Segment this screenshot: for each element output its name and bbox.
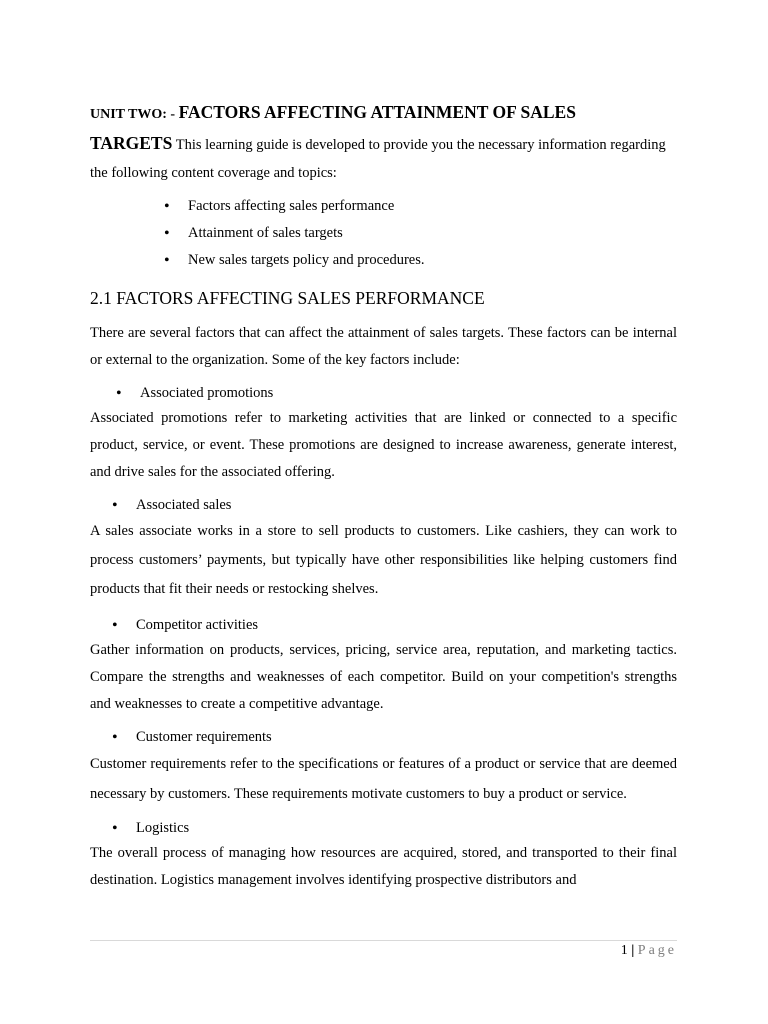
bullet-icon: • <box>112 729 118 746</box>
intro-text: This learning guide is developed to provide you the necessary information regarding the following content coverage and topics: <box>90 137 666 181</box>
factor-text: Associated promotions refer to marketing activities that are linked or connected to a specific product, service, or event. These promotions are designed to increase awareness, generate interest, and drive sales for the associated offering. <box>90 410 677 480</box>
unit-prefix: UNIT TWO: - <box>90 107 179 122</box>
footer-divider <box>90 940 677 941</box>
factor-heading <box>90 612 677 639</box>
topic-list <box>90 193 677 274</box>
bullet-icon: • <box>112 820 118 837</box>
section-intro: There are several factors that can affect the attainment of sales targets. These factors can be internal or external to the organization. Some of the key factors include: <box>90 325 677 368</box>
document-page <box>90 98 677 894</box>
factor-heading <box>90 724 677 751</box>
footer-separator: | <box>627 943 638 958</box>
factor-title: Competitor activities <box>136 617 259 633</box>
intro-paragraph <box>90 129 677 187</box>
factor-title: Associated sales <box>136 497 232 513</box>
page-label: Page <box>637 943 677 958</box>
factor-heading <box>90 380 677 407</box>
topic-item: • Attainment of sales targets <box>164 220 677 247</box>
factor-heading <box>90 492 677 519</box>
unit-title-continued: TARGETS <box>90 133 173 153</box>
factor-text: Customer requirements refer to the specifications or features of a product or service that are deemed necessary by customers. These requirements motivate customers to buy a product or service. <box>90 756 677 802</box>
factor-title: Associated promotions <box>140 385 274 401</box>
bullet-icon: • <box>116 385 122 402</box>
page-footer <box>621 941 677 961</box>
topic-item: • New sales targets policy and procedures. <box>164 247 677 274</box>
factor-heading <box>90 815 677 842</box>
unit-title: FACTORS AFFECTING ATTAINMENT OF SALES <box>178 102 576 122</box>
factor-title: Logistics <box>136 820 190 836</box>
page-number: 1 <box>620 943 628 958</box>
bullet-icon: • <box>112 497 118 514</box>
topic-item: • Factors affecting sales performance <box>164 193 677 220</box>
unit-heading <box>90 98 677 129</box>
section-title: 2.1 FACTORS AFFECTING SALES PERFORMANCE <box>90 288 485 308</box>
bullet-icon: • <box>112 617 118 634</box>
factor-text: The overall process of managing how resources are acquired, stored, and transported to their final destination. Logistics management involves identifying prospective distributors and <box>90 845 677 888</box>
factor-title: Customer requirements <box>136 729 272 745</box>
factor-text: A sales associate works in a store to sell products to customers. Like cashiers, they can work to process customers’ payments, but typically have other responsibilities like helping customers find products that fit their needs or restocking shelves. <box>90 523 677 597</box>
factor-text: Gather information on products, services, pricing, service area, reputation, and marketing tactics. Compare the strengths and weaknesses of each competitor. Build on your competition's strengths and weaknesses to create a competitive advantage. <box>90 642 677 712</box>
